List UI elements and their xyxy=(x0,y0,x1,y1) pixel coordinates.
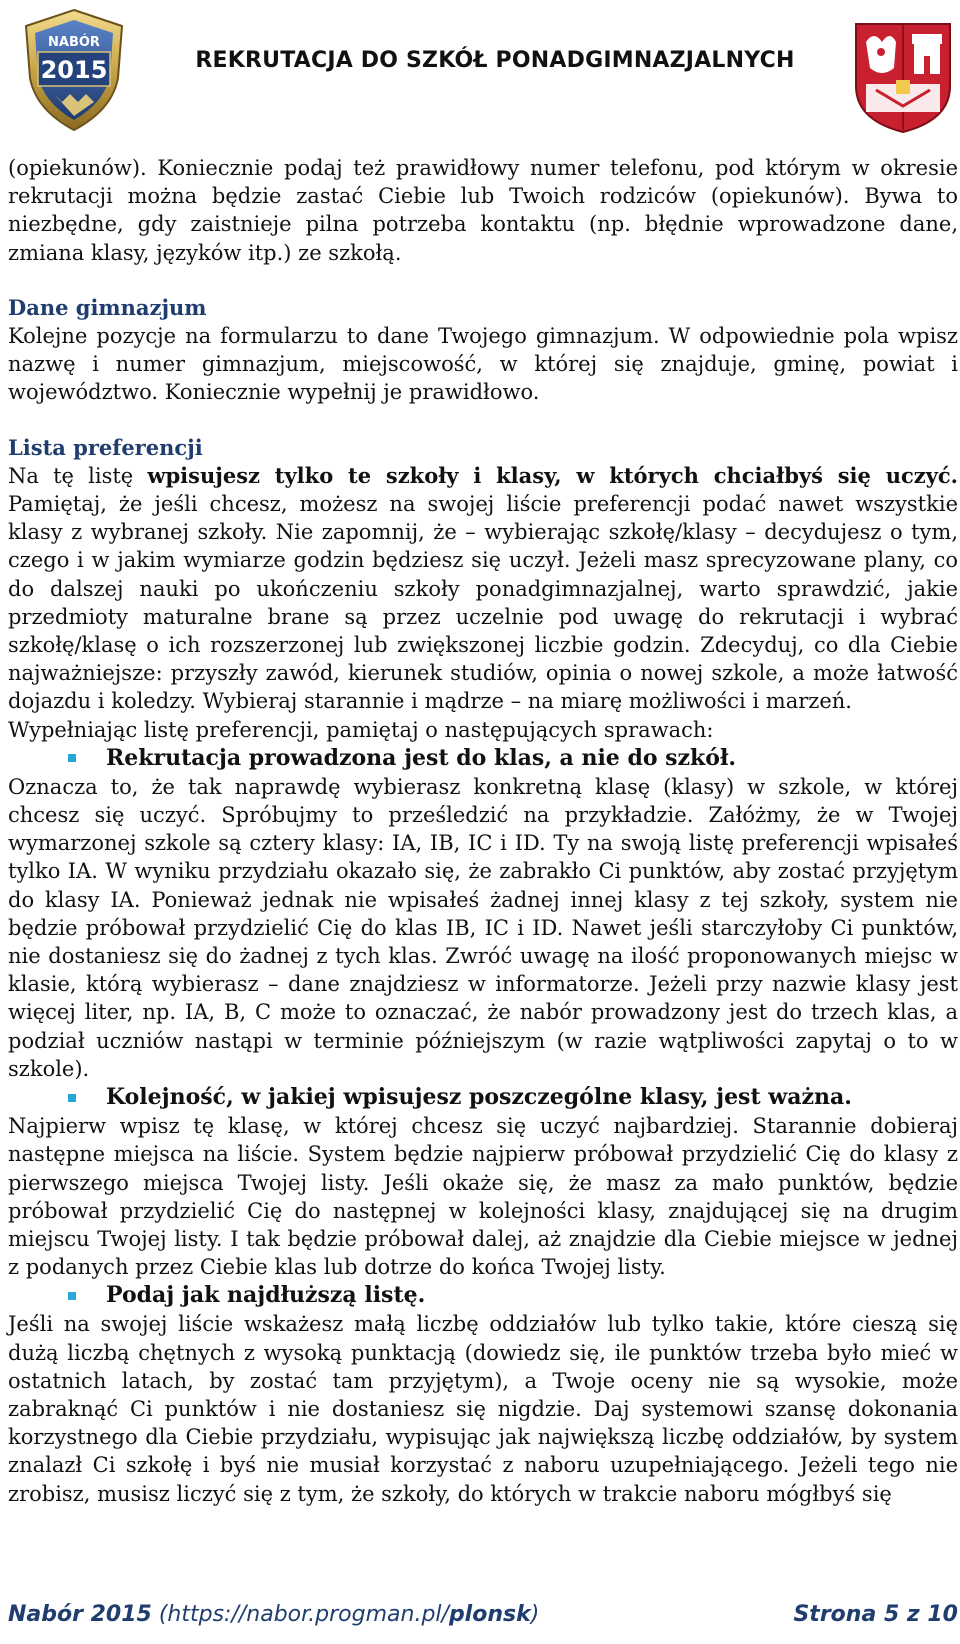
footer-source xyxy=(8,1602,539,1627)
paragraph-bullet-3: Jeśli na swojej liście wskażesz małą liczbę oddziałów lub tylko takie, które cieszą się dużą liczbą chętnych z wysoką punktacją (dowiedz się, ile punktów trzeba było mieć w ostatnich latach, by zostać tam przyjętym), a Twoje oceny nie są wysokie, może zabraknąć Ci punktów i nie dostaniesz się nigdzie. Daj systemowi szansę dokonania korzystnego dla Ciebie przydziału, wypisując jak największą liczbę oddziałów, by system znalazł Ci szkołę i byś nie musiał korzystać z naboru uzupełniającego. Jeżeli tego nie zrobisz, musisz liczyć się z tym, że szkoły, do których w trakcie naboru mógłbyś się xyxy=(8,1312,958,1506)
square-bullet-icon xyxy=(68,1292,76,1300)
bullet-1-title: Rekrutacja prowadzona jest do klas, a nie do szkół. xyxy=(106,744,737,771)
logo-nabor-text: NABÓR xyxy=(48,35,100,50)
lista-bold-text: wpisujesz tylko te szkoły i klasy, w których chciałbyś się uczyć. xyxy=(147,462,958,488)
paragraph-lista-preferencji xyxy=(8,462,958,716)
heading-lista-preferencji: Lista preferencji xyxy=(8,434,203,460)
footer-brand: Nabór 2015 xyxy=(8,1602,152,1627)
footer-url-close: ) xyxy=(530,1602,540,1627)
bullet-item-2 xyxy=(8,1083,958,1112)
header-title: REKRUTACJA DO SZKÓŁ PONADGIMNAZJALNYCH xyxy=(195,48,795,73)
square-bullet-icon xyxy=(68,754,76,762)
footer-url-open[interactable]: (https://nabor.progman.pl/ xyxy=(151,1602,449,1627)
footer-url-city[interactable]: plonsk xyxy=(448,1602,531,1627)
paragraph-dane-gimnazjum: Kolejne pozycje na formularzu to dane Twojego gimnazjum. W odpowiednie pola wpisz nazwę i numer gimnazjum, miejscowość, w której się znajduje, gminę, powiat i województwo. Koniecznie wypełnij je prawidłowo. xyxy=(8,324,958,405)
bullet-3-title: Podaj jak najdłuższą listę. xyxy=(106,1282,426,1309)
heading-dane-gimnazjum: Dane gimnazjum xyxy=(8,294,207,320)
page-header xyxy=(0,0,960,140)
logo-year-text: 2015 xyxy=(40,56,108,84)
square-bullet-icon xyxy=(68,1094,76,1102)
page-footer xyxy=(8,1602,958,1638)
lista-lead-text: Na tę listę xyxy=(8,463,148,488)
bullet-2-title: Kolejność, w jakiej wpisujesz poszczególne klasy, jest ważna. xyxy=(106,1084,852,1111)
coat-of-arms-crest xyxy=(852,20,954,134)
page-number: Strona 5 z 10 xyxy=(793,1602,958,1627)
document-body xyxy=(8,154,958,1508)
paragraph-lista-intro: Wypełniając listę preferencji, pamiętaj o następujących sprawach: xyxy=(8,717,714,742)
paragraph-bullet-1: Oznacza to, że tak naprawdę wybierasz konkretną klasę (klasy) w szkole, w której chcesz się uczyć. Spróbujmy to prześledzić na przykładzie. Załóżmy, że w Twojej wymarzonej szkole są cztery klasy: IA, IB, IC i ID. Ty na swoją listę preferencji wpisałeś tylko IA. W wyniku przydziału okazało się, że zabrakło Ci punktów, aby zostać przyjętym do klasy IA. Ponieważ jednak nie wpisałeś żadnej innej klasy z tej szkoły, system nie będzie próbował przydzielić Cię do klas IB, IC i ID. Nawet jeśli starczyłoby Ci punktów, nie dostaniesz się do żadnej z tych klas. Zwróć uwagę na ilość proponowanych miejsc w klasie, którą wybierasz – dane znajdziesz w informatorze. Jeżeli przy nazwie klasy jest więcej liter, np. IA, B, C może to oznaczać, że nabór prowadzony jest do trzech klas, a podział uczniów nastąpi w terminie późniejszym (w razie wątpliwości zapytaj o to w szkole). xyxy=(8,774,958,1081)
paragraph-bullet-2: Najpierw wpisz tę klasę, w której chcesz się uczyć najbardziej. Starannie dobieraj następne miejsca na liście. System będzie najpierw próbował przydzielić Cię do klasy z pierwszego miejsca Twojej listy. Jeśli okaże się, że masz za mało punktów, będzie próbował przydzielić Cię do następnej w kolejności klasy, znajdującej się na drugim miejscu Twojej listy. I tak będzie próbował dalej, aż znajdzie dla Ciebie miejsce w jednej z podanych przez Ciebie klas lub dotrze do końca Twojej listy. xyxy=(8,1114,958,1280)
bullet-item-3 xyxy=(8,1281,958,1310)
bullet-item-1 xyxy=(8,744,958,773)
paragraph-intro: (opiekunów). Koniecznie podaj też prawidłowy numer telefonu, pod którym w okresie rekrutacji można będzie zastać Ciebie lub Twoich rodziców (opiekunów). Bywa to niezbędne, gdy zaistnieje pilna potrzeba kontaktu (np. błędnie wprowadzone dane, zmiana klasy, języków itp.) ze szkołą. xyxy=(8,156,958,265)
nabor-2015-logo xyxy=(18,8,130,132)
lista-rest-text: Pamiętaj, że jeśli chcesz, możesz na swojej liście preferencji podać nawet wszystkie klasy z wybranej szkoły. Nie zapomnij, że – wybierając szkołę/klasy – decydujesz o tym, czego i w jakim wymiarze godzin będziesz się uczył. Jeżeli masz sprecyzowane plany, co do dalszej nauki po ukończeniu szkoły ponadgimnazjalnej, warto sprawdzić, jakie przedmioty maturalne brane są przez uczelnie pod uwagę do rekrutacji i wybrać szkołę/klasę o ich rozszerzonej lub zwiększonej liczbie godzin. Zdecyduj, co dla Ciebie najważniejsze: przyszły zawód, kierunek studiów, opinia o nowej szkole, a może łatwość dojazdu i koledzy. Wybieraj starannie i mądrze – na miarę możliwości i marzeń. xyxy=(8,492,958,714)
